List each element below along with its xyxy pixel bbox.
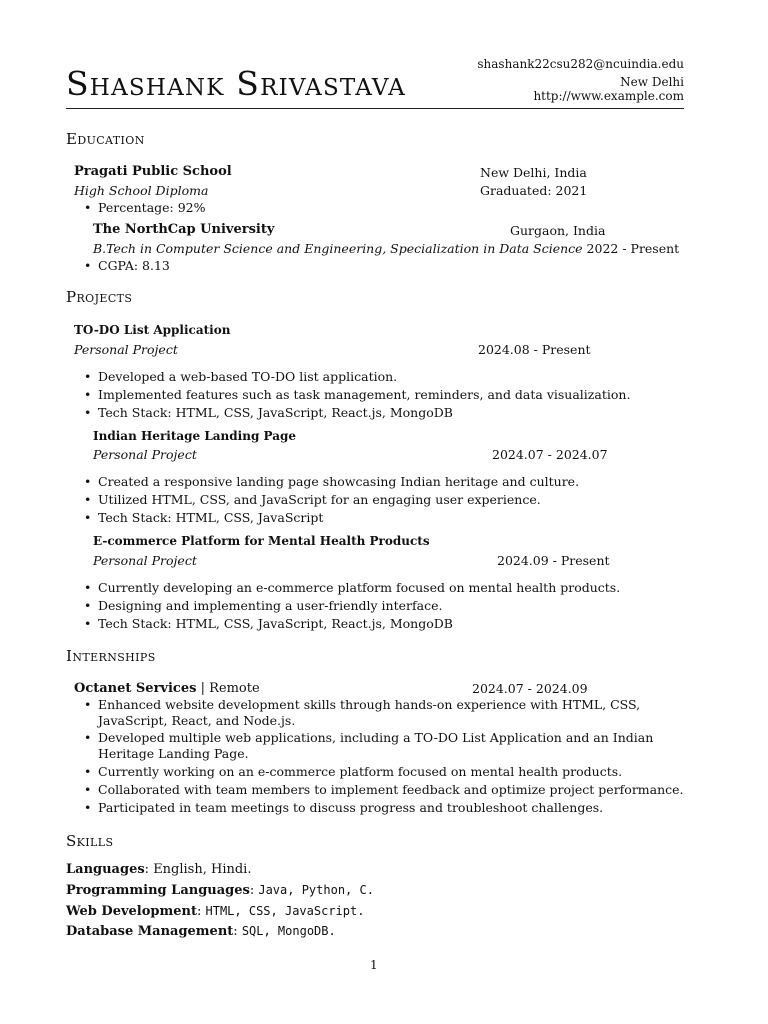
project-date: 2024.08 - Present [478, 342, 591, 357]
list-item: • Tech Stack: HTML, CSS, JavaScript, React.js, MongoDB [84, 404, 684, 422]
project-bullets [84, 368, 684, 422]
list-item: • CGPA: 8.13 [84, 257, 684, 275]
project-title: TO-DO List Application [74, 323, 231, 337]
education-place: New Delhi, India [480, 165, 587, 180]
section-heading-internships: Internships [66, 647, 156, 665]
internship-date: 2024.07 - 2024.09 [472, 681, 588, 696]
section-heading-skills: Skills [66, 832, 114, 850]
section-heading-projects: Projects [66, 288, 133, 306]
skill-row-languages: Languages: English, Hindi. [66, 862, 252, 877]
education-degree: High School Diploma [74, 183, 209, 198]
project-date: 2024.07 - 2024.07 [492, 447, 608, 462]
header-divider [66, 108, 684, 109]
candidate-name: Shashank Srivastava [66, 64, 406, 103]
skill-value: SQL, MongoDB. [241, 924, 336, 938]
skill-value: HTML, CSS, JavaScript. [205, 904, 365, 918]
list-item: • Implemented features such as task management, reminders, and data visualization. [84, 386, 684, 404]
education-degree-line [93, 241, 679, 256]
skill-value: Java, Python, C. [258, 883, 374, 897]
list-item: • Utilized HTML, CSS, and JavaScript for an engaging user experience. [84, 491, 684, 509]
internship-separator: | [196, 681, 210, 696]
education-bullets [84, 199, 684, 217]
internship-bullets [84, 697, 686, 817]
internship-header [74, 681, 260, 696]
project-bullets [84, 473, 684, 527]
internship-mode: Remote [209, 681, 260, 696]
list-item: • Enhanced website development skills through hands-on experience with HTML, CSS, JavaScript, React, and Node.js. [84, 697, 686, 729]
education-institution: The NorthCap University [93, 222, 275, 237]
project-title: E-commerce Platform for Mental Health Products [93, 534, 430, 548]
project-kind: Personal Project [93, 553, 197, 568]
skill-row-database: Database Management: SQL, MongoDB. [66, 924, 336, 939]
project-kind: Personal Project [74, 342, 178, 357]
skill-label: Database Management [66, 924, 234, 939]
project-kind: Personal Project [93, 447, 197, 462]
education-date: Graduated: 2021 [480, 183, 588, 198]
contact-website[interactable]: http://www.example.com [533, 89, 684, 103]
internship-company: Octanet Services [74, 681, 197, 696]
skill-label: Programming Languages [66, 883, 250, 898]
list-item: • Tech Stack: HTML, CSS, JavaScript, React.js, MongoDB [84, 615, 684, 633]
education-degree: B.Tech in Computer Science and Engineering, Specialization in Data Science [93, 241, 583, 256]
list-item: • Currently developing an e-commerce platform focused on mental health products. [84, 579, 684, 597]
education-place: Gurgaon, India [510, 223, 606, 238]
education-institution: Pragati Public School [74, 164, 232, 179]
education-bullets [84, 257, 684, 275]
project-date: 2024.09 - Present [497, 553, 610, 568]
list-item: • Collaborated with team members to implement feedback and optimize project performance. [84, 781, 686, 799]
contact-location: New Delhi [620, 75, 684, 89]
page-number: 1 [370, 958, 378, 972]
skill-label: Web Development [66, 904, 197, 919]
skill-row-web: Web Development: HTML, CSS, JavaScript. [66, 904, 365, 919]
skill-row-programming: Programming Languages: Java, Python, C. [66, 883, 374, 898]
section-heading-education: Education [66, 130, 145, 148]
list-item: • Tech Stack: HTML, CSS, JavaScript [84, 509, 684, 527]
project-bullets [84, 579, 684, 633]
list-item: • Developed a web-based TO-DO list application. [84, 368, 684, 386]
list-item: • Developed multiple web applications, including a TO-DO List Application and an Indian Heritage Landing Page. [84, 730, 686, 762]
list-item: • Percentage: 92% [84, 199, 684, 217]
project-title: Indian Heritage Landing Page [93, 429, 297, 443]
contact-email[interactable]: shashank22csu282@ncuindia.edu [477, 57, 684, 71]
list-item: • Created a responsive landing page showcasing Indian heritage and culture. [84, 473, 684, 491]
list-item: • Designing and implementing a user-friendly interface. [84, 597, 684, 615]
list-item: • Currently working on an e-commerce platform focused on mental health products. [84, 763, 686, 781]
education-date: 2022 - Present [586, 241, 680, 256]
skill-value: English, Hindi. [153, 862, 252, 877]
list-item: • Participated in team meetings to discuss progress and troubleshoot challenges. [84, 799, 686, 817]
skill-label: Languages [66, 862, 145, 877]
